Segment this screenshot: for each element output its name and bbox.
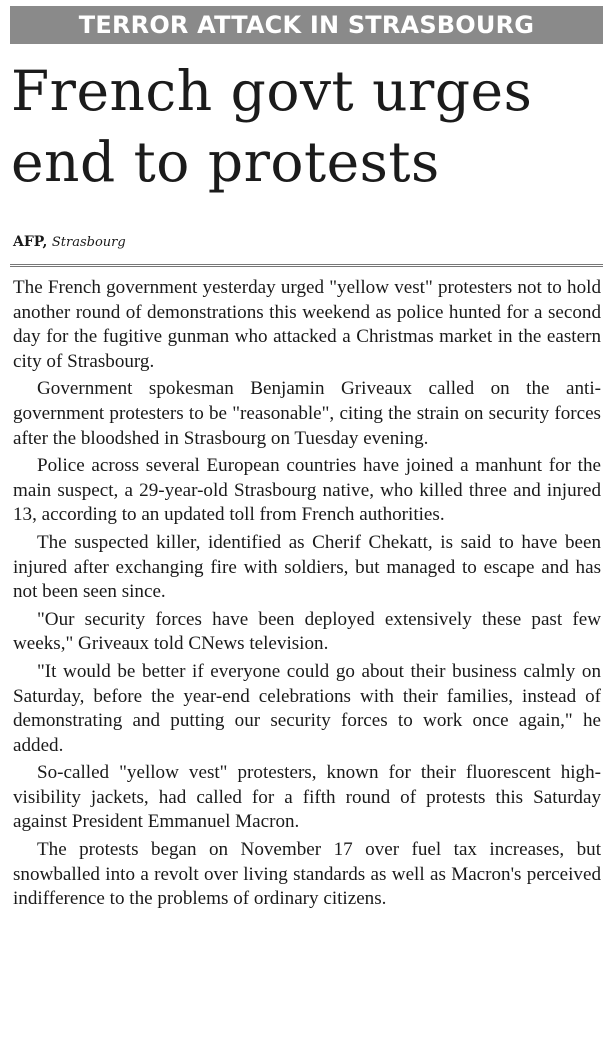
section-kicker: TERROR ATTACK IN STRASBOURG bbox=[10, 6, 603, 44]
article-paragraph: So-called "yellow vest" protesters, known for their fluorescent high-visibility jackets, had called for a fifth round of protests this Saturday against President Emmanuel Macron. bbox=[13, 762, 601, 833]
article-paragraph: Government spokesman Benjamin Griveaux called on the anti-government protesters to be "reasonable", citing the strain on security forces after the bloodshed in Strasbourg on Tuesday evening. bbox=[13, 378, 601, 449]
headline bbox=[11, 56, 603, 198]
article-paragraph: Police across several European countries have joined a manhunt for the main suspect, a 29-year-old Strasbourg native, who killed three and injured 13, according to an updated toll from French authorities. bbox=[13, 455, 601, 526]
divider-rule bbox=[10, 264, 603, 267]
article-paragraph: The suspected killer, identified as Cherif Chekatt, is said to have been injured after exchanging fire with soldiers, but managed to escape and has not been seen since. bbox=[13, 531, 601, 603]
article-body bbox=[13, 276, 601, 915]
byline-place: Strasbourg bbox=[51, 235, 126, 250]
byline bbox=[13, 234, 126, 250]
headline-line-1: French govt urges bbox=[11, 59, 533, 123]
article-paragraph: "It would be better if everyone could go about their business calmly on Saturday, before the year-end celebrations with their families, instead of demonstrating and putting our security forces to work once again," he added. bbox=[13, 660, 601, 756]
headline-line-2: end to protests bbox=[11, 130, 440, 194]
byline-agency: AFP, bbox=[13, 234, 48, 250]
article-paragraph: The protests began on November 17 over fuel tax increases, but snowballed into a revolt over living standards as well as Macron's perceived indifference to the problems of ordinary citizens. bbox=[13, 839, 601, 910]
article-paragraph: The French government yesterday urged "yellow vest" protesters not to hold another round of demonstrations this weekend as police hunted for a second day for the fugitive gunman who attacked a Christmas market in the eastern city of Strasbourg. bbox=[13, 277, 601, 372]
article-paragraph: "Our security forces have been deployed extensively these past few weeks," Griveaux told CNews television. bbox=[13, 608, 601, 655]
